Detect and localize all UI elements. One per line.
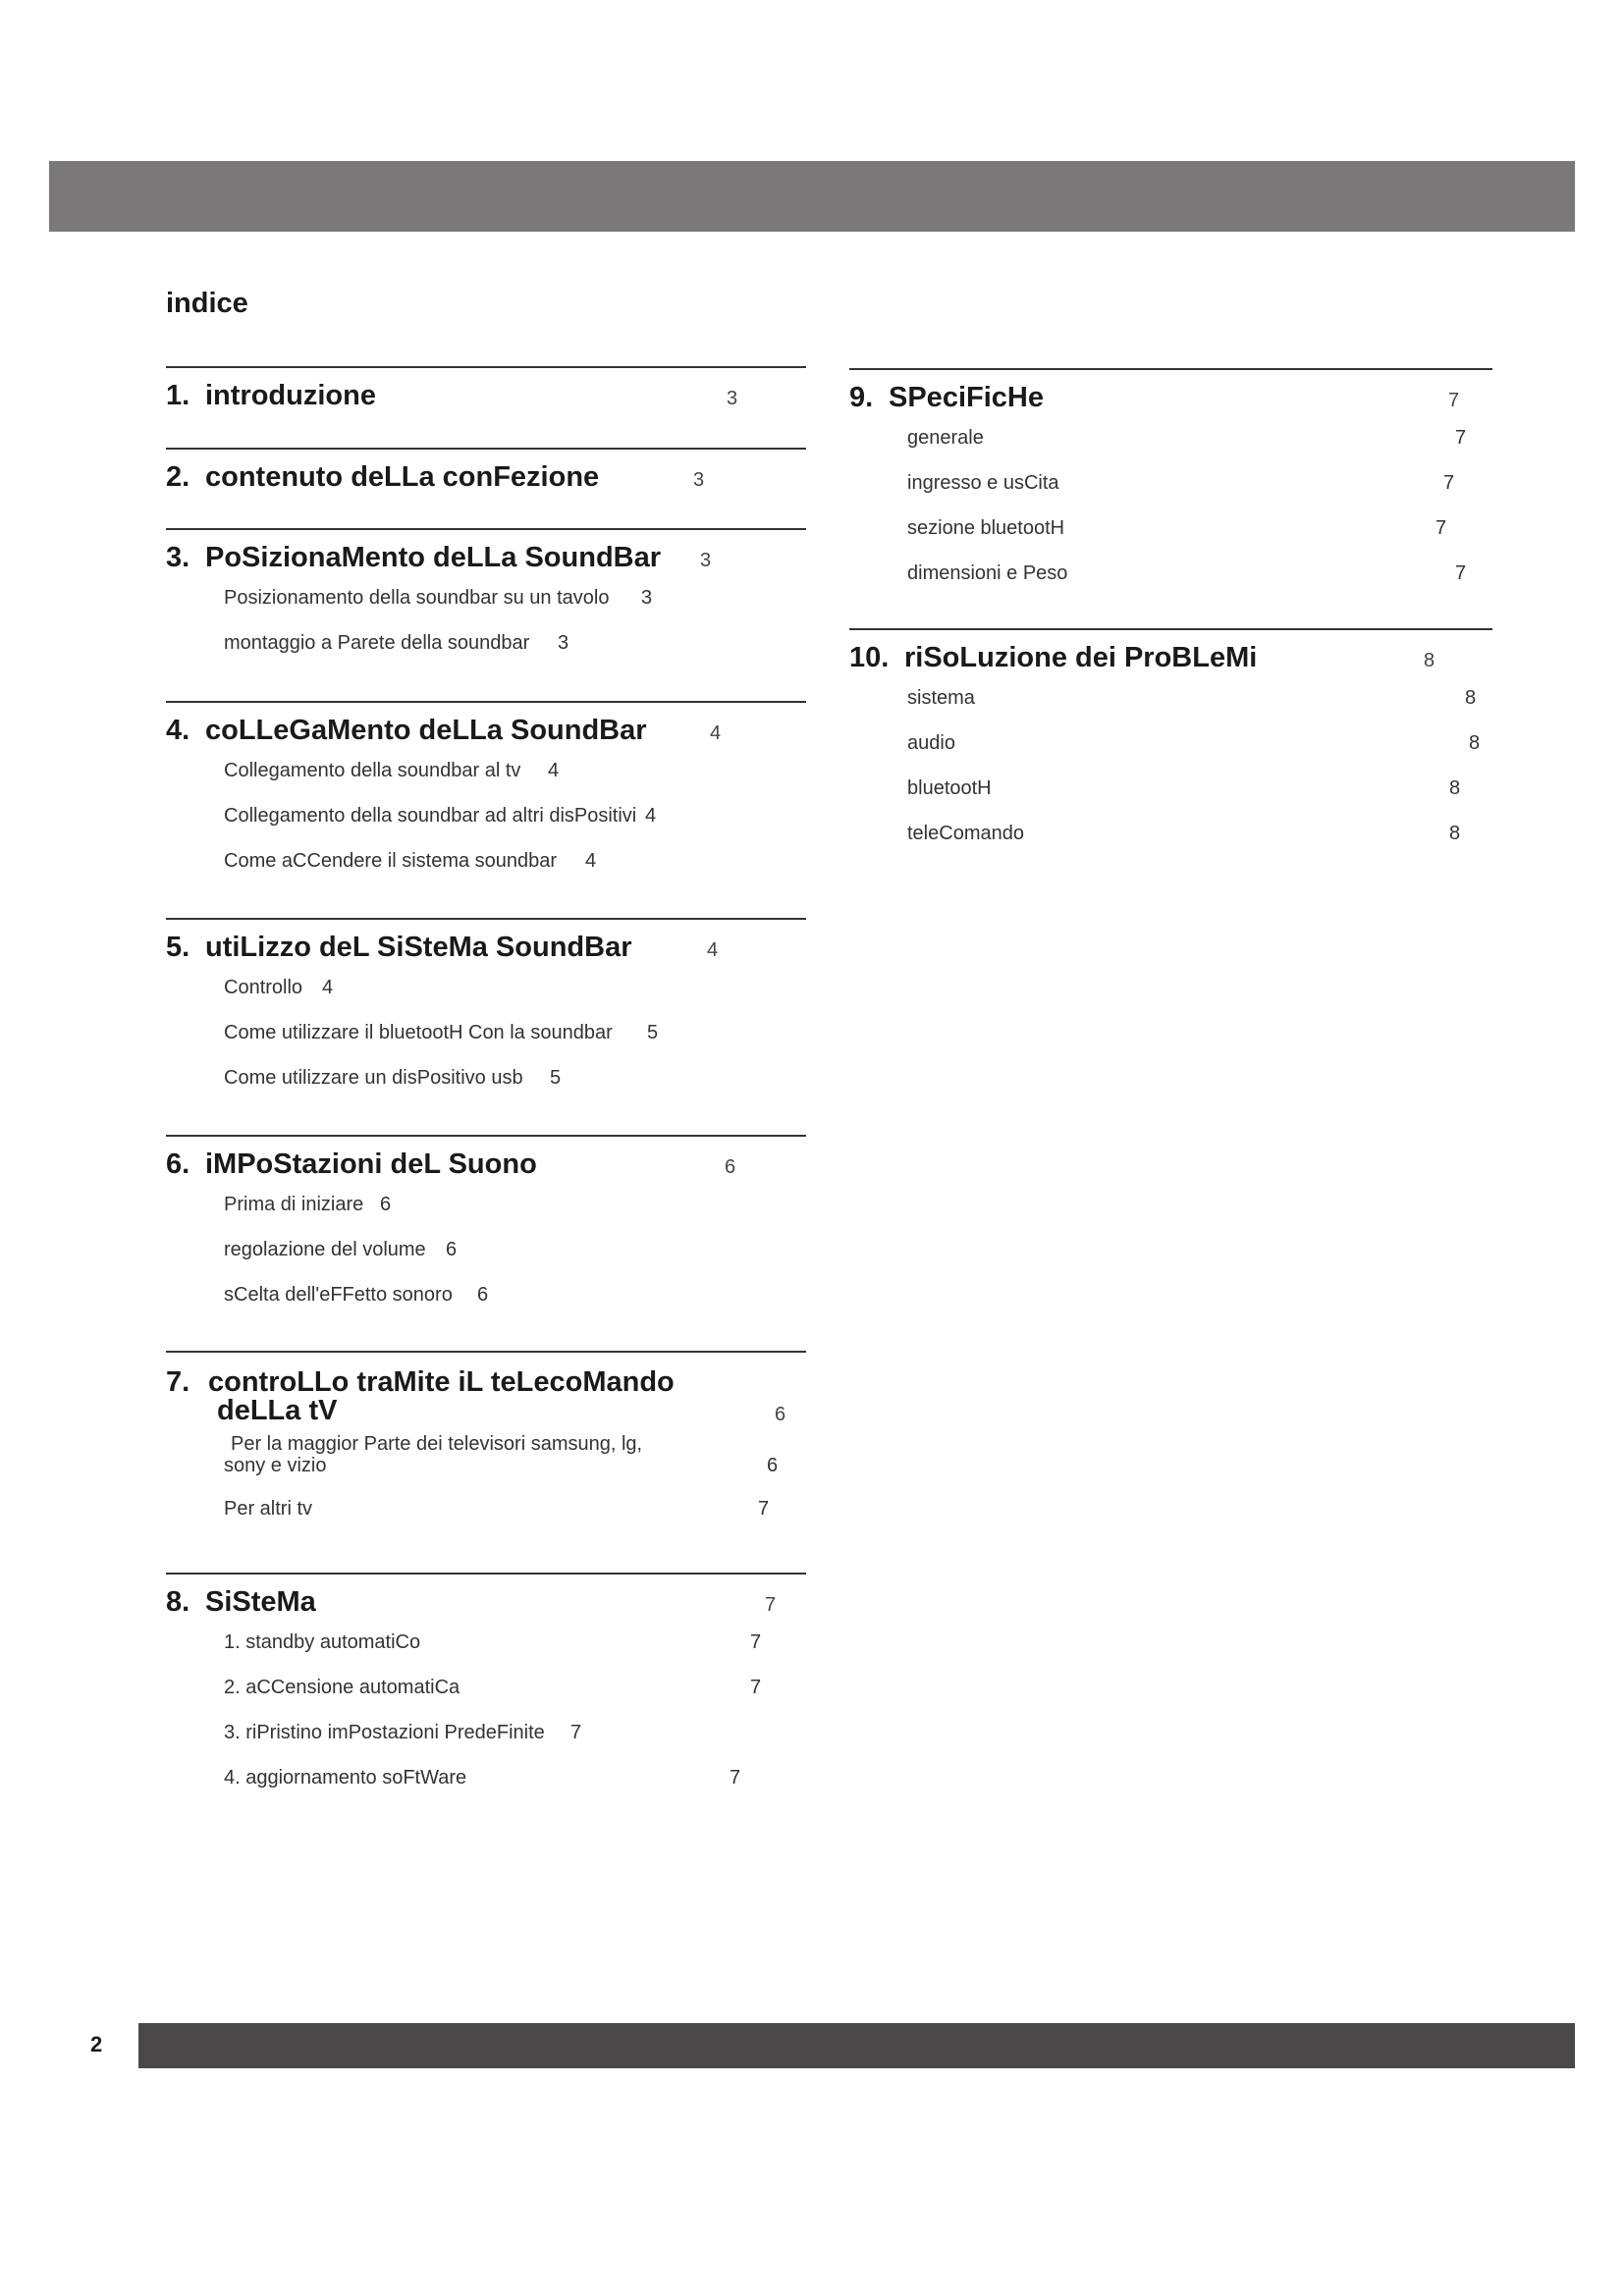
subitem-label-line1: Per la maggior Parte dei televisori samsung, lg, [231, 1433, 643, 1455]
section-label: riSoLuzione dei ProBLeMi [904, 642, 1258, 673]
subitem-label: sistema [907, 687, 975, 709]
subitem-page: 3 [641, 587, 653, 609]
toc-section-4 [166, 701, 806, 881]
subitem-label: ingresso e usCita [907, 472, 1059, 494]
section-page: 3 [693, 469, 705, 491]
subitem-page: 8 [1449, 777, 1461, 799]
subitem-label: Per altri tv [224, 1498, 313, 1520]
subitem-label: Come utilizzare il bluetootH Con la soundbar [224, 1022, 613, 1043]
toc-subitem[interactable] [849, 504, 1492, 549]
section-label: introduzione [205, 380, 376, 411]
subitem-label: montaggio a Parete della soundbar [224, 632, 530, 654]
subitem-label: 1. standby automatiCo [224, 1631, 421, 1653]
section-number: 8. [166, 1586, 190, 1618]
toc-section-8 [166, 1573, 806, 1798]
toc-heading[interactable] [166, 1575, 806, 1618]
section-page: 7 [765, 1594, 777, 1616]
toc-subitem[interactable] [166, 618, 806, 664]
toc-subitem[interactable] [166, 1008, 806, 1053]
toc-subitem[interactable] [166, 1180, 806, 1225]
section-number: 5. [166, 932, 190, 963]
toc-heading[interactable] [166, 1137, 806, 1180]
subitem-label-line2: sony e vizio [224, 1455, 327, 1476]
subitem-page: 7 [730, 1767, 741, 1789]
section-number: 9. [849, 382, 874, 413]
subitem-label: sCelta dell'eFFetto sonoro [224, 1284, 453, 1306]
section-label-line1: controLLo traMite iL teLecoMando [208, 1366, 675, 1398]
section-page: 3 [700, 550, 712, 571]
subitem-page: 3 [558, 632, 569, 654]
subitem-page: 7 [1455, 562, 1467, 584]
section-label: iMPoStazioni deL Suono [205, 1148, 537, 1180]
section-page: 7 [1448, 390, 1460, 411]
toc-heading[interactable] [166, 920, 806, 963]
section-label: SiSteMa [205, 1586, 316, 1618]
subitem-page: 7 [1455, 427, 1467, 449]
subitem-label: 2. aCCensione automatiCa [224, 1677, 460, 1698]
subitem-label: Posizionamento della soundbar su un tavolo [224, 587, 610, 609]
subitem-label: generale [907, 427, 984, 449]
toc-heading[interactable] [849, 630, 1492, 673]
section-page: 4 [707, 939, 719, 961]
page-number: 2 [90, 2032, 103, 2056]
section-label: coLLeGaMento deLLa SoundBar [205, 715, 647, 746]
toc-subitem[interactable] [849, 673, 1492, 719]
section-page: 6 [775, 1404, 786, 1425]
toc-section-7 [166, 1351, 806, 1533]
subitem-label: 3. riPristino imPostazioni PredeFinite [224, 1722, 545, 1743]
toc-subitem[interactable] [849, 458, 1492, 504]
header-band [49, 161, 1575, 232]
subitem-label: 4. aggiornamento soFtWare [224, 1767, 467, 1789]
toc-section-9 [849, 368, 1492, 594]
section-page: 6 [725, 1156, 736, 1178]
toc-subitem[interactable] [166, 963, 806, 1008]
subitem-page: 6 [767, 1455, 779, 1476]
toc-subitem[interactable] [849, 549, 1492, 594]
subitem-page: 5 [647, 1022, 659, 1043]
section-number: 2. [166, 461, 190, 493]
subitem-page: 7 [570, 1722, 582, 1743]
toc-section-6 [166, 1135, 806, 1315]
toc-section-2 [166, 448, 806, 493]
toc-section-5 [166, 918, 806, 1098]
toc-subitem[interactable] [166, 746, 806, 791]
toc-subitem[interactable] [849, 413, 1492, 458]
toc-section-1 [166, 366, 806, 411]
subitem-label: Come utilizzare un disPositivo usb [224, 1067, 523, 1089]
toc-subitem[interactable] [166, 573, 806, 618]
subitem-label: bluetootH [907, 777, 992, 799]
subitem-label: regolazione del volume [224, 1239, 426, 1260]
section-label: PoSizionaMento deLLa SoundBar [205, 542, 662, 573]
subitem-label: audio [907, 732, 955, 754]
subitem-page: 7 [750, 1631, 762, 1653]
subitem-page: 4 [585, 850, 597, 872]
toc-subitem[interactable] [849, 719, 1492, 764]
toc-subitem[interactable] [849, 764, 1492, 809]
subitem-label: teleComando [907, 823, 1024, 844]
section-number: 3. [166, 542, 190, 573]
subitem-page: 8 [1465, 687, 1477, 709]
subitem-label: Collegamento della soundbar al tv [224, 760, 521, 781]
subitem-page: 8 [1469, 732, 1481, 754]
toc-section-3 [166, 528, 806, 664]
toc-subitem[interactable] [166, 1618, 806, 1663]
subitem-page: 7 [758, 1498, 770, 1520]
toc-heading[interactable] [166, 368, 806, 411]
subitem-page: 6 [380, 1194, 392, 1215]
subitem-page: 7 [750, 1677, 762, 1698]
toc-heading[interactable] [849, 370, 1492, 413]
toc-heading[interactable] [166, 703, 806, 746]
toc-subitem[interactable] [166, 791, 806, 836]
toc-subitem[interactable] [166, 1488, 806, 1533]
toc-subitem[interactable] [166, 1270, 806, 1315]
subitem-page: 5 [550, 1067, 562, 1089]
toc-section-10 [849, 628, 1492, 854]
subitem-label: dimensioni e Peso [907, 562, 1068, 584]
subitem-label: Come aCCendere il sistema soundbar [224, 850, 558, 872]
section-label: contenuto deLLa conFezione [205, 461, 600, 493]
subitem-page: 4 [548, 760, 560, 781]
section-label: SPeciFicHe [889, 382, 1044, 413]
toc-subitem[interactable] [166, 836, 806, 881]
subitem-page: 6 [446, 1239, 458, 1260]
toc-heading[interactable] [166, 450, 806, 493]
subitem-page: 7 [1435, 517, 1447, 539]
subitem-page: 8 [1449, 823, 1461, 844]
toc-subitem[interactable] [166, 1663, 806, 1708]
section-page: 4 [710, 722, 722, 744]
section-label-line2: deLLa tV [217, 1395, 338, 1426]
toc-subitem[interactable] [166, 1225, 806, 1270]
section-number: 7. [166, 1366, 190, 1398]
toc-subitem[interactable] [166, 1753, 806, 1798]
subitem-page: 4 [322, 977, 334, 998]
subitem-label: sezione bluetootH [907, 517, 1065, 539]
section-number: 1. [166, 380, 190, 411]
section-number: 6. [166, 1148, 190, 1180]
subitem-page: 4 [645, 805, 657, 827]
toc-subitem[interactable] [166, 1708, 806, 1753]
section-number: 4. [166, 715, 190, 746]
toc-heading[interactable] [166, 1353, 806, 1427]
section-label: utiLizzo deL SiSteMa SoundBar [205, 932, 632, 963]
subitem-label: Collegamento della soundbar ad altri disPositivi [224, 805, 637, 827]
section-page: 8 [1424, 650, 1435, 671]
footer-band [138, 2023, 1575, 2068]
subitem-label: Prima di iniziare [224, 1194, 364, 1215]
toc-subitem[interactable] [166, 1427, 806, 1488]
toc-subitem[interactable] [166, 1053, 806, 1098]
page-title: indice [166, 288, 248, 319]
toc-subitem[interactable] [849, 809, 1492, 854]
section-number: 10. [849, 642, 890, 673]
subitem-label: Controllo [224, 977, 303, 998]
toc-heading[interactable] [166, 530, 806, 573]
subitem-page: 7 [1443, 472, 1455, 494]
subitem-page: 6 [477, 1284, 489, 1306]
section-page: 3 [727, 388, 738, 409]
